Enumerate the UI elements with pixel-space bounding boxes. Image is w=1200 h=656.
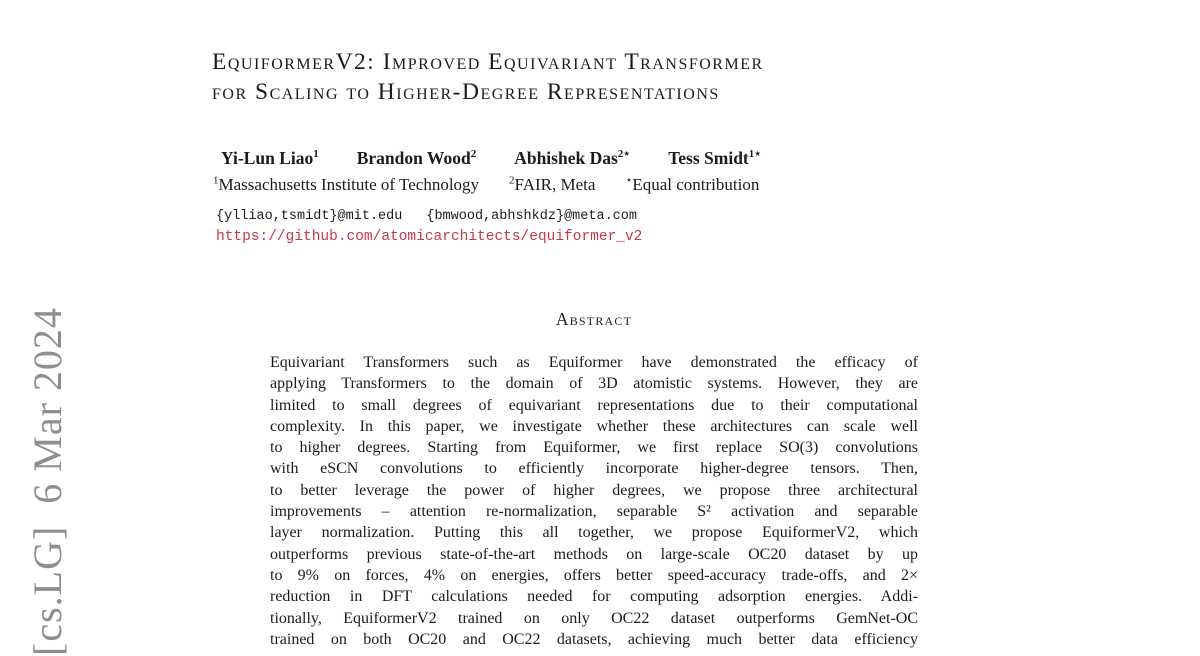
author-4-sup: 1⋆ xyxy=(748,148,762,161)
affiliation-list xyxy=(213,175,789,195)
abstract-line: improvements – attention re-normalization, separable S² activation and separable xyxy=(270,503,918,521)
abstract-line: to higher degrees. Starting from Equiformer, we first replace SO(3) convolutions xyxy=(270,439,918,457)
abstract-line: applying Transformers to the domain of 3D atomistic systems. However, they are xyxy=(270,375,918,393)
abstract-line: complexity. In this paper, we investigate whether these architectures can scale well xyxy=(270,417,918,435)
abstract-line: Equivariant Transformers such as Equiformer have demonstrated the efficacy of xyxy=(270,354,918,371)
paper-title-line-1: EquiformerV2: Improved Equivariant Transformer xyxy=(212,49,764,75)
author-2-sup: 2 xyxy=(470,148,477,161)
author-1-name: Yi-Lun Liao xyxy=(221,148,314,168)
paper-title-line-2: for Scaling to Higher-Degree Representations xyxy=(212,79,720,105)
affiliation-2-sup: 2 xyxy=(509,174,515,187)
author-2-name: Brandon Wood xyxy=(356,148,471,168)
email-mit: {ylliao,tsmidt}@mit.edu xyxy=(216,209,403,224)
author-emails xyxy=(216,209,661,224)
paper-title xyxy=(212,47,952,107)
abstract-line: to 9% on forces, 4% on energies, offers better speed-accuracy trade-offs, and 2× xyxy=(270,566,918,584)
arxiv-category-stamp: [cs.LG] 6 Mar 2024 xyxy=(25,307,70,656)
abstract-line: tionally, EquiformerV2 trained on only OC22 dataset outperforms GemNet-OC xyxy=(270,609,918,627)
affiliation-3-sup: ⋆ xyxy=(625,174,633,187)
author-3-name: Abhishek Das xyxy=(514,148,618,168)
affiliation-1-sup: 1 xyxy=(213,174,219,187)
author-3-sup: 2⋆ xyxy=(617,148,631,161)
abstract-line: outperforms previous state-of-the-art methods on large-scale OC20 dataset by up xyxy=(270,545,918,563)
author-2 xyxy=(357,148,476,168)
abstract-line: limited to small degrees of equivariant representations due to their computational xyxy=(270,396,918,414)
affiliation-1-text: Massachusetts Institute of Technology xyxy=(218,175,480,194)
abstract-heading: Abstract xyxy=(555,309,633,329)
affiliation-1 xyxy=(213,175,479,194)
abstract-line: layer normalization. Putting this all together, we propose EquiformerV2, which xyxy=(270,524,918,542)
affiliation-3-text: Equal contribution xyxy=(632,175,760,194)
abstract-line: reduction in DFT calculations needed for computing adsorption energies. Addi- xyxy=(270,588,918,606)
affiliation-3 xyxy=(625,175,759,194)
github-repo-link[interactable]: https://github.com/atomicarchitects/equiformer_v2 xyxy=(216,229,643,245)
abstract-line: to better leverage the power of higher degrees, we propose three architectural xyxy=(270,481,918,499)
author-1 xyxy=(221,148,319,168)
author-1-sup: 1 xyxy=(313,148,319,161)
author-4 xyxy=(668,148,761,168)
abstract-line: trained on both OC20 and OC22 datasets, achieving much better data efficiency xyxy=(270,630,918,648)
affiliation-2-text: FAIR, Meta xyxy=(514,175,596,194)
abstract-text xyxy=(270,352,918,650)
abstract-line: with eSCN convolutions to efficiently incorporate higher-degree tensors. Then, xyxy=(270,460,918,478)
email-meta: {bmwood,abhshkdz}@meta.com xyxy=(426,209,637,224)
author-4-name: Tess Smidt xyxy=(668,148,749,168)
author-3 xyxy=(514,148,630,168)
author-list xyxy=(221,148,799,169)
affiliation-2 xyxy=(509,175,595,194)
